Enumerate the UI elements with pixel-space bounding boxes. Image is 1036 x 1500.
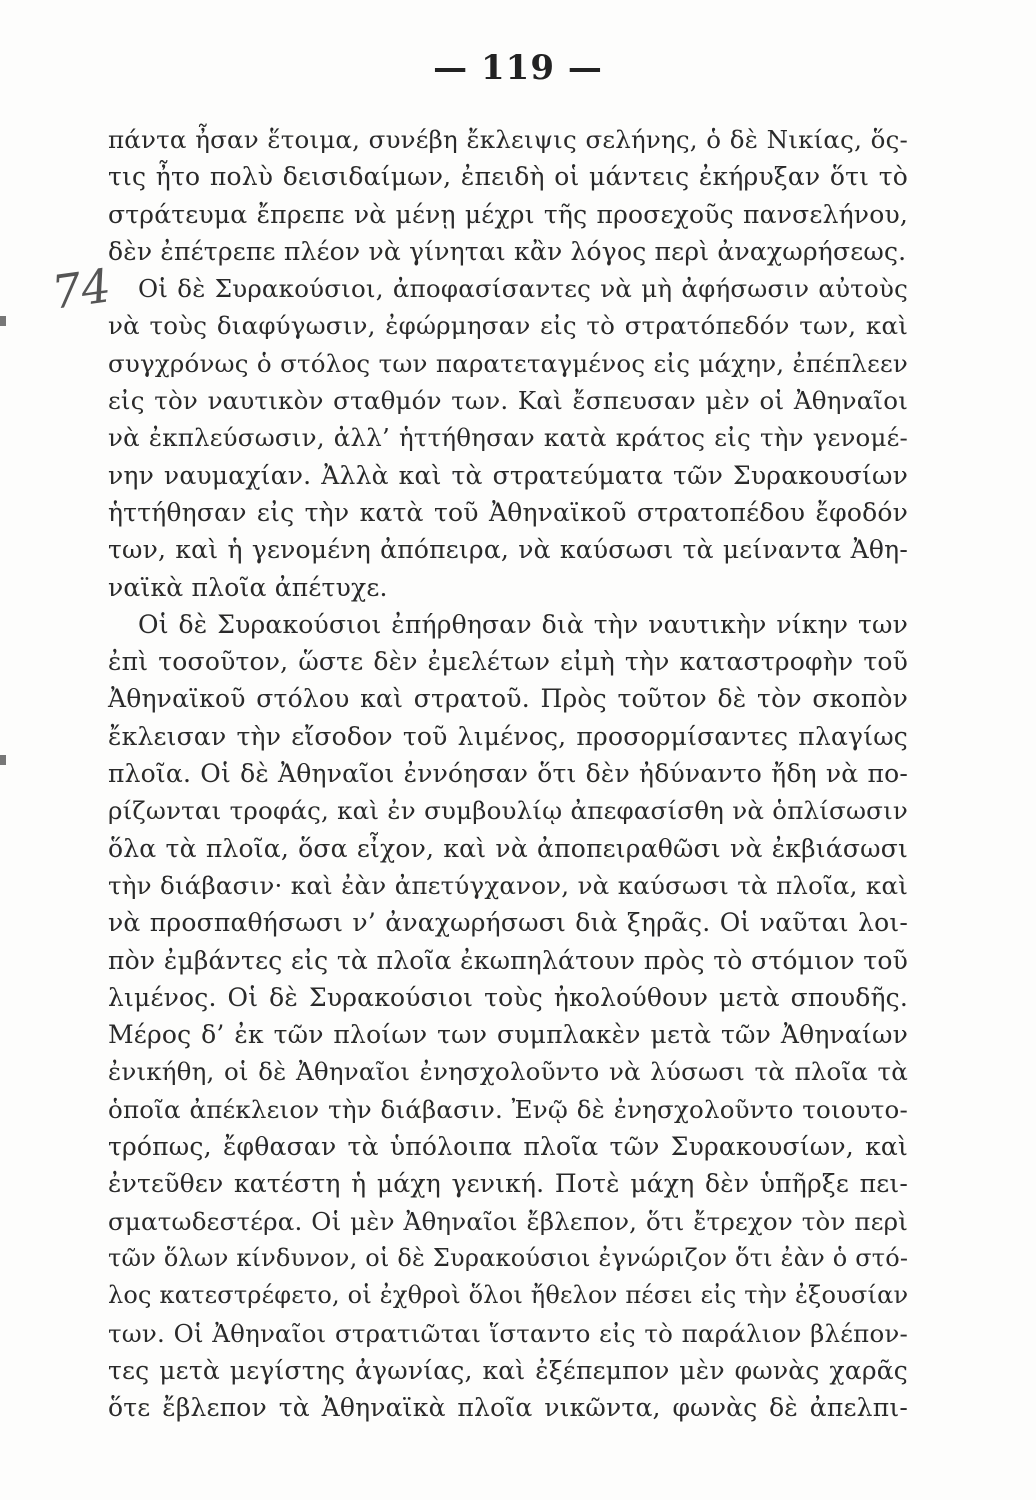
text-line: Ἀθηναϊκοῦ στόλου καὶ στρατοῦ. Πρὸς τοῦτον δὲ τὸν σκοπὸν: [108, 684, 908, 714]
text-line: ἐπὶ τοσοῦτον, ὥστε δὲν ἐμελέτων εἰμὴ τὴν καταστροφὴν τοῦ: [108, 647, 908, 677]
text-line: ἐντεῦθεν κατέστη ἡ μάχη γενική. Ποτὲ μάχη δὲν ὑπῆρξε πει-: [108, 1169, 908, 1199]
text-line: στράτευμα ἔπρεπε νὰ μένῃ μέχρι τῆς προσεχοῦς πανσελήνου,: [108, 199, 908, 229]
text-line: ἐνικήθη, οἱ δὲ Ἀθηναῖοι ἐνησχολοῦντο νὰ λύσωσι τὰ πλοῖα τὰ: [108, 1057, 908, 1087]
text-line: Οἱ δὲ Συρακούσιοι ἐπήρθησαν διὰ τὴν ναυτικὴν νίκην των: [138, 609, 908, 639]
text-line: εἰς τὸν ναυτικὸν σταθμόν των. Καὶ ἔσπευσαν μὲν οἱ Ἀθηναῖοι: [108, 386, 908, 416]
text-line: ὅτε ἔβλεπον τὰ Ἀθηναϊκὰ πλοῖα νικῶντα, φωνὰς δὲ ἀπελπι-: [108, 1393, 908, 1423]
margin-tick-mark: [0, 755, 6, 765]
text-line: ρίζωνται τροφάς, καὶ ἐν συμβουλίῳ ἀπεφασίσθη νὰ ὁπλίσωσιν: [108, 796, 908, 826]
page-number: — 119 —: [433, 48, 603, 88]
text-line: πλοῖα. Οἱ δὲ Ἀθηναῖοι ἐννόησαν ὅτι δὲν ἠδύναντο ἤδη νὰ πο-: [108, 759, 908, 789]
margin-tick-mark: [0, 316, 6, 326]
text-line: λος κατεστρέφετο, οἱ ἐχθροὶ ὅλοι ἤθελον πέσει εἰς τὴν ἐξουσίαν: [108, 1281, 909, 1310]
text-line: λιμένος. Οἱ δὲ Συρακούσιοι τοὺς ἠκολούθουν μετὰ σπουδῆς.: [108, 982, 908, 1012]
text-line: ἔκλεισαν τὴν εἴσοδον τοῦ λιμένος, προσορμίσαντες πλαγίως: [108, 721, 908, 751]
text-line: συγχρόνως ὁ στόλος των παρατεταγμένος εἰς μάχην, ἐπέπλεεν: [108, 348, 908, 378]
text-line: ναϊκὰ πλοῖα ἀπέτυχε.: [108, 572, 388, 602]
text-line: των. Οἱ Ἀθηναῖοι στρατιῶται ἵσταντο εἰς τὸ παράλιον βλέπον-: [108, 1318, 908, 1348]
text-line: τῶν ὅλων κίνδυνον, οἱ δὲ Συρακούσιοι ἐγνώριζον ὅτι ἐὰν ὁ στό-: [108, 1243, 909, 1272]
text-line: νην ναυμαχίαν. Ἀλλὰ καὶ τὰ στρατεύματα τῶν Συρακουσίων: [108, 460, 908, 490]
text-line: πὸν ἐμβάντες εἰς τὰ πλοῖα ἐκωπηλάτουν πρὸς τὸ στόμιον τοῦ: [108, 945, 908, 975]
text-line: δὲν ἐπέτρεπε πλέον νὰ γίνηται κἂν λόγος περὶ ἀναχωρήσεως.: [108, 236, 907, 266]
text-line: σματωδεστέρα. Οἱ μὲν Ἀθηναῖοι ἔβλεπον, ὅτι ἔτρεχον τὸν περὶ: [108, 1206, 908, 1236]
text-line: νὰ τοὺς διαφύγωσιν, ἐφώρμησαν εἰς τὸ στρατόπεδόν των, καὶ: [108, 311, 908, 341]
text-line: Οἱ δὲ Συρακούσιοι, ἀποφασίσαντες νὰ μὴ ἀφήσωσιν αὐτοὺς: [138, 274, 908, 304]
body-text: [108, 121, 908, 1426]
text-line: τες μετὰ μεγίστης ἀγωνίας, καὶ ἐξέπεμπον μὲν φωνὰς χαρᾶς: [108, 1355, 908, 1385]
text-line: ἡττήθησαν εἰς τὴν κατὰ τοῦ Ἀθηναϊκοῦ στρατοπέδου ἔφοδόν: [108, 497, 908, 527]
text-line: τὴν διάβασιν· καὶ ἐὰν ἀπετύγχανον, νὰ καύσωσι τὰ πλοῖα, καὶ: [108, 870, 908, 900]
text-line: νὰ προσπαθήσωσι ν’ ἀναχωρήσωσι διὰ ξηρᾶς. Οἱ ναῦται λοι-: [108, 908, 908, 938]
text-line: ὅλα τὰ πλοῖα, ὅσα εἶχον, καὶ νὰ ἀποπειραθῶσι νὰ ἐκβιάσωσι: [108, 833, 908, 863]
text-line: τις ἦτο πολὺ δεισιδαίμων, ἐπειδὴ οἱ μάντεις ἐκήρυξαν ὅτι τὸ: [108, 162, 908, 192]
text-line: νὰ ἐκπλεύσωσιν, ἀλλ’ ἡττήθησαν κατὰ κράτος εἰς τὴν γενομέ-: [108, 423, 908, 453]
text-line: των, καὶ ἡ γενομένη ἀπόπειρα, νὰ καύσωσι τὰ μείναντα Ἀθη-: [108, 535, 908, 565]
text-line: ὁποῖα ἀπέκλειον τὴν διάβασιν. Ἐνῷ δὲ ἐνησχολοῦντο τοιουτο-: [108, 1094, 908, 1124]
margin-annotation: 74: [48, 258, 115, 320]
text-line: πάντα ἦσαν ἕτοιμα, συνέβη ἔκλειψις σελήνης, ὁ δὲ Νικίας, ὅς-: [108, 125, 908, 154]
text-line: Μέρος δ’ ἐκ τῶν πλοίων των συμπλακὲν μετὰ τῶν Ἀθηναίων: [108, 1020, 908, 1050]
text-line: τρόπως, ἔφθασαν τὰ ὑπόλοιπα πλοῖα τῶν Συρακουσίων, καὶ: [108, 1132, 908, 1162]
